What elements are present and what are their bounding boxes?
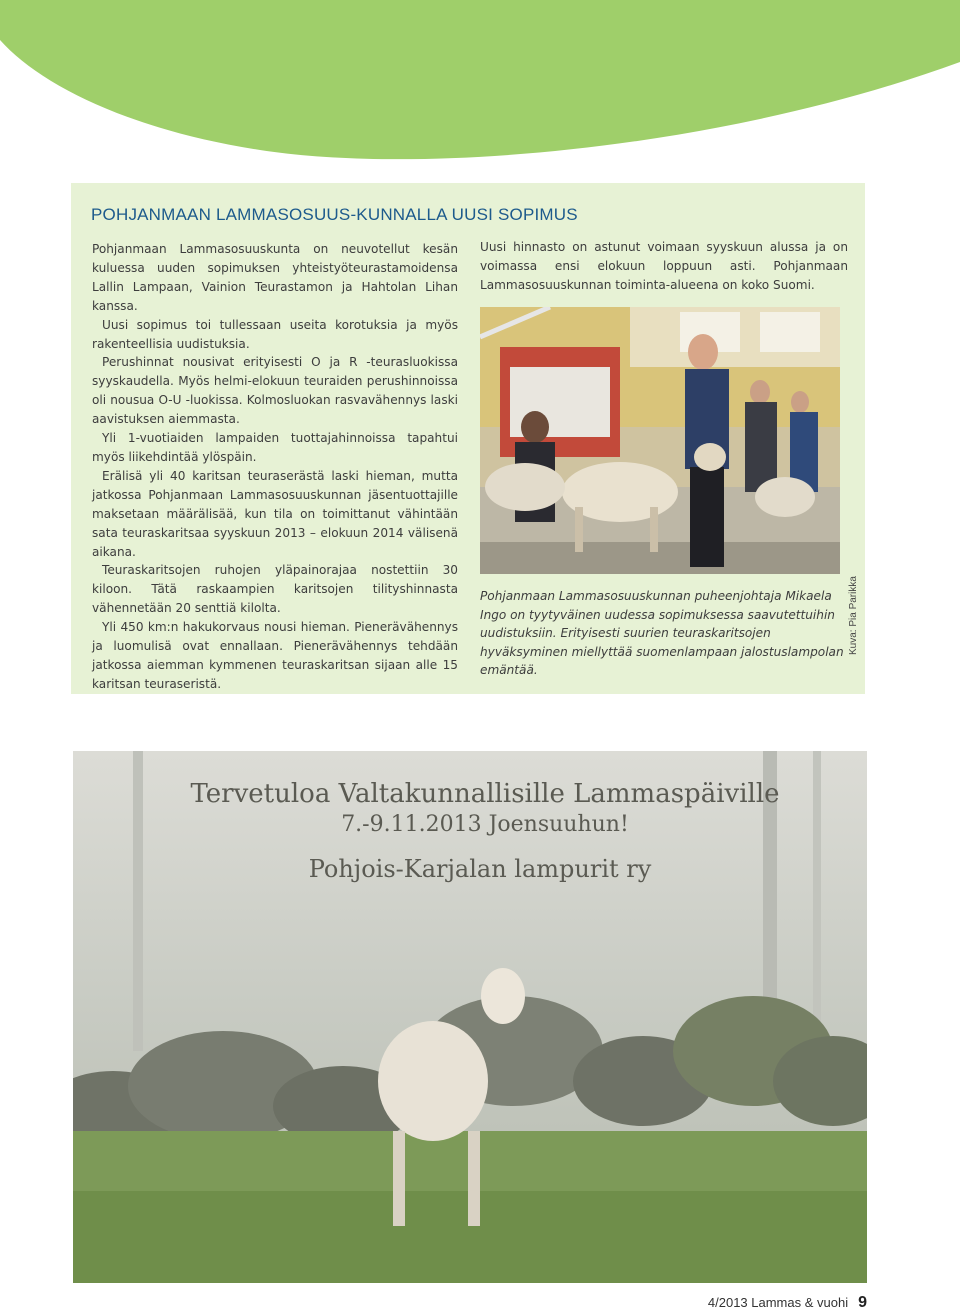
paragraph-1: Pohjanmaan Lammasosuuskunta on neuvotellut kesän kuluessa uuden sopimuksen yhteistyöteurastamoidensa Lallin Lampaan, Vainion Teurastamon ja Hahtolan Lihan kanssa. <box>92 242 458 313</box>
top-green-wave <box>0 0 960 170</box>
article-box <box>71 183 865 694</box>
paragraph-5: Erälisä yli 40 karitsan teuraserästä laski hieman, mutta jatkossa Pohjanmaan Lammasosuuskunnan jäsentuottajille maksetaan määrälisää, kun tila on toimittanut vähintään sata teuraskaritsaa syyskuun 2013 – elokuun 2014 välisenä aikana. <box>92 468 458 559</box>
article-headline: POHJANMAAN LAMMASOSUUS-KUNNALLA UUSI SOPIMUS <box>91 205 578 224</box>
paragraph-6: Teuraskaritsojen ruhojen yläpainorajaa nostettiin 30 kiloon. Tätä raskaampien karitsojen tilityshinnasta vähennetään 20 senttiä kilolta. <box>92 563 458 616</box>
paragraph-4: Yli 1-vuotiaiden lampaiden tuottajahinnoissa tapahtui myös liikehdintää ylöspäin. <box>92 431 458 464</box>
paragraph-2: Uusi sopimus toi tullessaan useita korotuksia ja myös rakenteellisia uudistuksia. <box>92 317 458 351</box>
paragraph-3: Perushinnat nousivat erityisesti O ja R -teurasluokissa syyskaudella. Myös helmi-elokuun teuraiden perushinnoissa oli nousua O-U -luokissa. Kolmosluokan rasvavähennys laski aavistuksen aiemmasta. <box>92 355 458 427</box>
banner-date-text: 7.-9.11.2013 Joensuuhun! <box>341 812 629 837</box>
sheep-show-photo <box>480 307 840 574</box>
banner-welcome-text: Tervetuloa Valtakunnallisille Lammaspäiville <box>190 779 780 809</box>
article-right-intro: Uusi hinnasto on astunut voimaan syyskuun alussa ja on voimassa ensi elokuun loppuun asti. Pohjanmaan Lammasosuuskunnan toiminta-alueena on koko Suomi. <box>480 240 848 292</box>
photo-credit-text: Kuva: Pia Parikka <box>848 576 859 655</box>
banner-organizer-text: Pohjois-Karjalan lampurit ry <box>308 855 652 883</box>
paragraph-7: Yli 450 km:n hakukorvaus nousi hieman. Pienerävähennys ja luomulisä ovat ennallaan. Pienerävähennys tehdään jatkossa aiemman kymmenen teuraskaritsan sijaan alle 15 karitsan teuraseristä. <box>92 620 458 691</box>
page-footer <box>640 1292 867 1312</box>
photo-credit <box>848 575 862 655</box>
article-left-column <box>92 240 458 694</box>
event-banner <box>73 751 867 1283</box>
issue-label: 4/2013 Lammas & vuohi <box>707 1295 849 1310</box>
page-number: 9 <box>858 1294 867 1311</box>
photo-caption: Pohjanmaan Lammasosuuskunnan puheenjohtaja Mikaela Ingo on tyytyväinen uudessa sopimuksessa saavutettuihin uudistuksiin. Erityisesti suurien teuraskaritsojen hyväksyminen miellyttää suomenlampaan jalostuslampolan emäntää. <box>480 589 844 678</box>
